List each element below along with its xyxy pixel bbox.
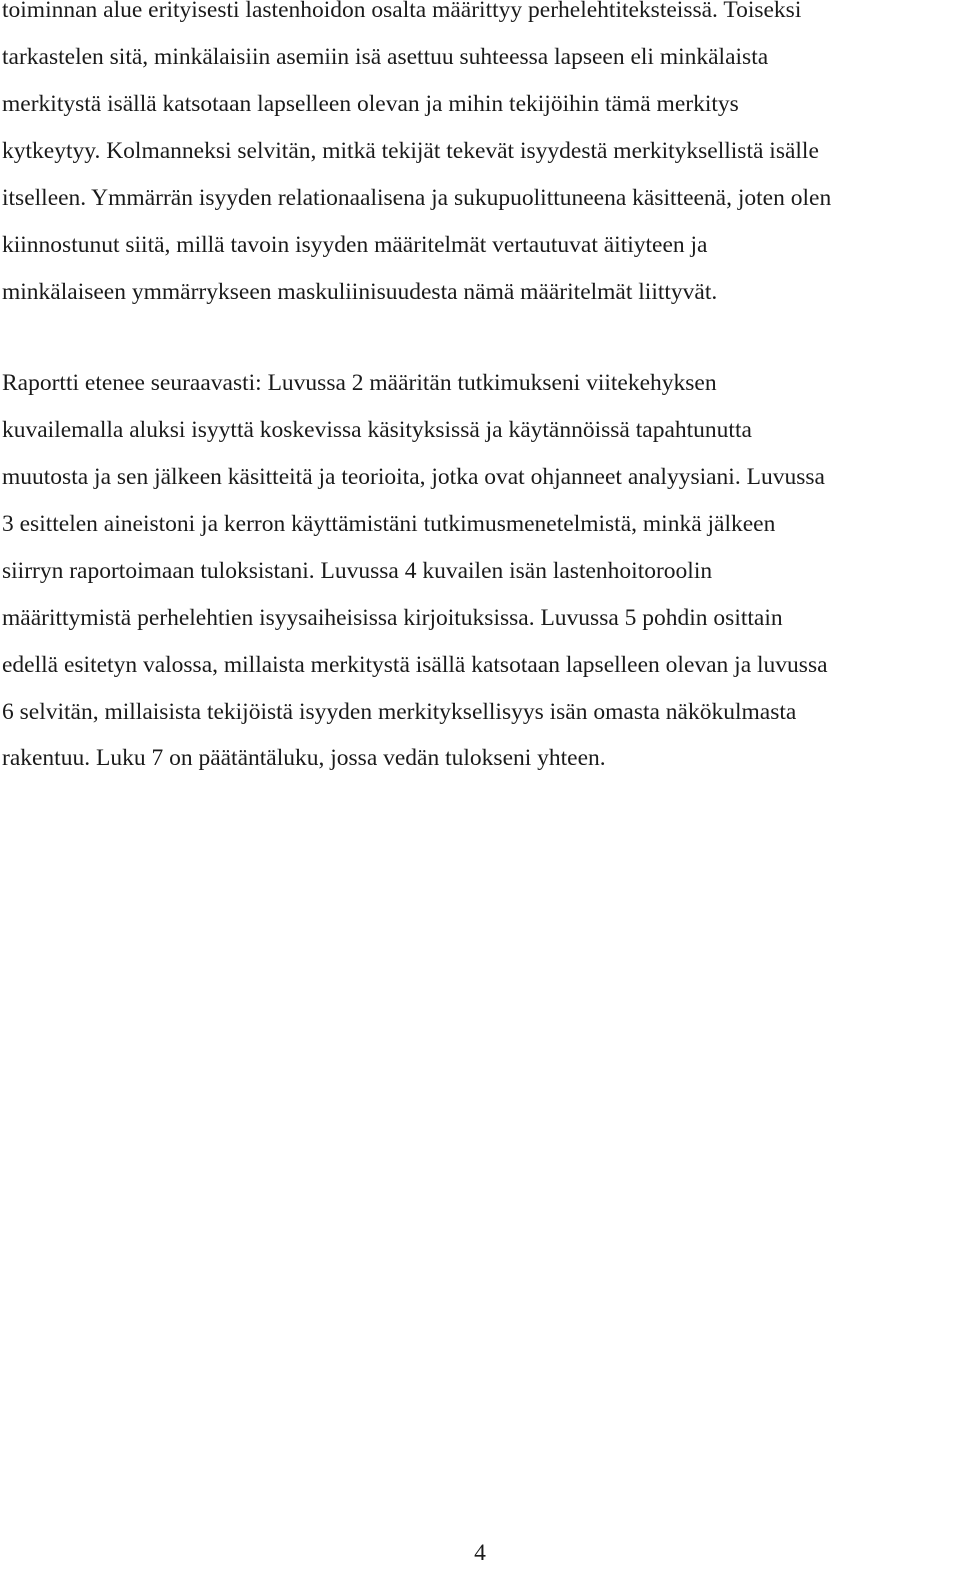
text-line: 6 selvitän, millaisista tekijöistä isyyden merkityksellisyys isän omasta näkökulmasta [2, 699, 797, 725]
text-line: tarkastelen sitä, minkälaisiin asemiin isä asettuu suhteessa lapseen eli minkälaista [2, 44, 769, 70]
text-line: kiinnostunut siitä, millä tavoin isyyden määritelmät vertautuvat äitiyteen ja [2, 232, 708, 258]
text-line: rakentuu. Luku 7 on päätäntäluku, jossa vedän tulokseni yhteen. [2, 745, 606, 771]
text-line: siirryn raportoimaan tuloksistani. Luvussa 4 kuvailen isän lastenhoitoroolin [2, 558, 713, 584]
text-line: määrittymistä perhelehtien isyysaiheisissa kirjoituksissa. Luvussa 5 pohdin osittain [2, 605, 783, 631]
text-line: merkitystä isällä katsotaan lapselleen olevan ja mihin tekijöihin tämä merkitys [2, 91, 739, 117]
text-line: kuvailemalla aluksi isyyttä koskevissa käsityksissä ja käytännöissä tapahtunutta [2, 417, 752, 443]
text-line: kytkeytyy. Kolmanneksi selvitän, mitkä tekijät tekevät isyydestä merkityksellistä isälle [2, 138, 819, 164]
text-line: edellä esitetyn valossa, millaista merkitystä isällä katsotaan lapselleen olevan ja luvussa [2, 652, 828, 678]
text-line: minkälaiseen ymmärrykseen maskuliinisuudesta nämä määritelmät liittyvät. [2, 279, 718, 305]
page-number: 4 [474, 1540, 486, 1566]
text-line: 3 esittelen aineistoni ja kerron käyttämistäni tutkimusmenetelmistä, minkä jälkeen [2, 511, 776, 537]
text-line: itselleen. Ymmärrän isyyden relationaalisena ja sukupuolittuneena käsitteenä, joten olen [2, 185, 832, 211]
text-line: muutosta ja sen jälkeen käsitteitä ja teorioita, jotka ovat ohjanneet analyysiani. Luvussa [2, 464, 825, 490]
text-line: toiminnan alue erityisesti lastenhoidon osalta määrittyy perhelehtiteksteissä. Toiseksi [2, 0, 802, 23]
text-line: Raportti etenee seuraavasti: Luvussa 2 määritän tutkimukseni viitekehyksen [2, 370, 717, 396]
